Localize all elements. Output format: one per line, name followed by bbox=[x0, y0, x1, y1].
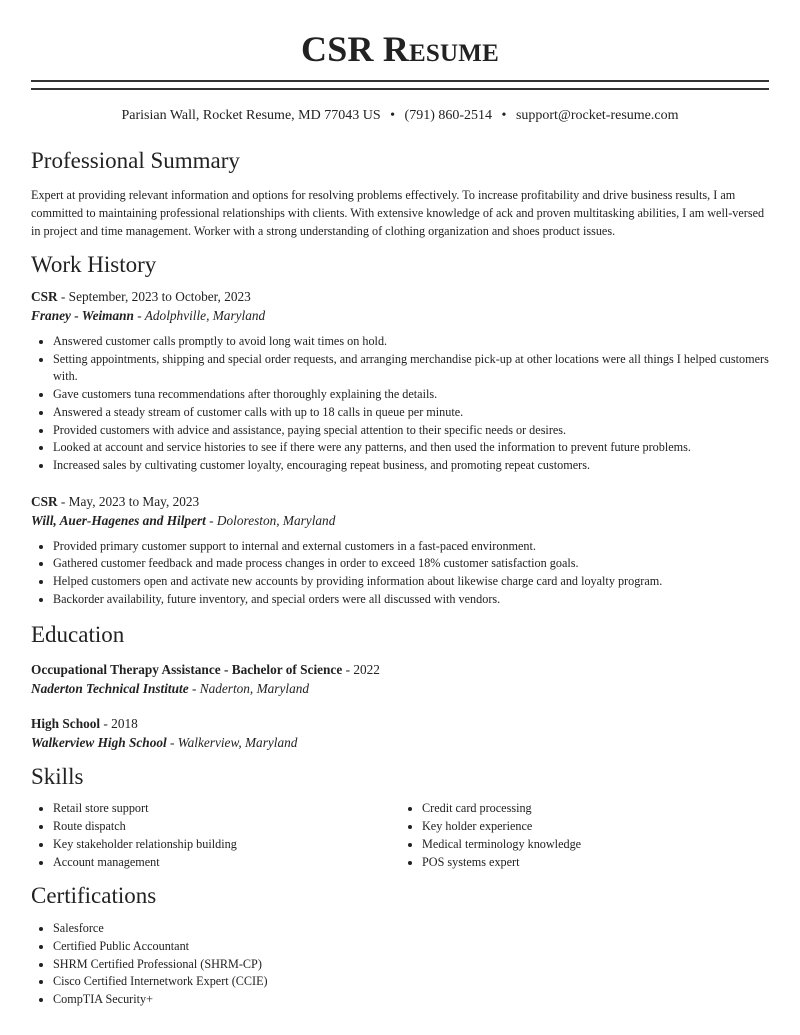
list-item: • Gathered customer feedback and made process changes in order to exceed 18% customer satisfaction goals. bbox=[53, 555, 769, 573]
certifications-section bbox=[31, 882, 769, 1009]
certifications-heading: Certifications bbox=[31, 883, 157, 909]
list-item: • Key holder experience bbox=[422, 818, 769, 836]
list-item: • Account management bbox=[53, 854, 400, 872]
contact-email[interactable]: support@rocket-resume.com bbox=[515, 108, 679, 123]
summary-section bbox=[31, 147, 769, 240]
list-item: • Increased sales by cultivating customer loyalty, encouraging repeat business, and promoting repeat customers. bbox=[53, 457, 769, 475]
job-location: - Adolphville, Maryland bbox=[133, 308, 266, 323]
job-entry bbox=[31, 492, 769, 609]
education-degree: Occupational Therapy Assistance - Bachelor of Science bbox=[31, 662, 343, 678]
job-title: CSR bbox=[31, 289, 58, 304]
list-item: • CompTIA Security+ bbox=[53, 991, 769, 1009]
contact-separator: • bbox=[390, 108, 396, 123]
education-section bbox=[31, 621, 769, 752]
skills-list-right bbox=[400, 800, 769, 871]
education-degree-line bbox=[31, 660, 769, 679]
list-item: • Credit card processing bbox=[422, 800, 769, 818]
job-heading bbox=[31, 287, 769, 306]
skills-heading: Skills bbox=[31, 764, 84, 790]
work-history-heading: Work History bbox=[31, 252, 157, 277]
education-school-line bbox=[31, 733, 769, 752]
list-item: • Key stakeholder relationship building bbox=[53, 836, 400, 854]
job-dates: - May, 2023 to May, 2023 bbox=[57, 493, 200, 509]
job-title: CSR bbox=[31, 493, 58, 509]
list-item: • Looked at account and service histories to see if there were any patterns, and then used the information to prevent future problems. bbox=[53, 439, 769, 457]
summary-heading: Professional Summary bbox=[31, 148, 240, 173]
contact-line bbox=[31, 107, 769, 125]
list-item: • Certified Public Accountant bbox=[53, 938, 769, 956]
contact-phone[interactable]: (791) 860-2514 bbox=[404, 108, 493, 123]
job-duties-list bbox=[31, 538, 769, 609]
education-degree-line bbox=[31, 714, 769, 733]
summary-text: Expert at providing relevant information and options for resolving problems effectively. To increase profitability and drive business results, I am committed to maintaining professional relationships with clients. With extensive knowledge of ack and proven multitasking abilities, I am well-versed in project and time management. Worker with a strong understanding of clothing organization and shoes product issues. bbox=[31, 188, 765, 238]
education-heading: Education bbox=[31, 622, 125, 648]
education-location: - Walkerview, Maryland bbox=[166, 735, 298, 751]
education-school: Naderton Technical Institute bbox=[31, 681, 189, 697]
education-school-line bbox=[31, 679, 769, 698]
skills-grid bbox=[31, 800, 769, 871]
education-year: - 2022 bbox=[342, 662, 380, 678]
education-location: - Naderton, Maryland bbox=[188, 681, 310, 697]
job-duties-list bbox=[31, 333, 769, 475]
list-item: • Answered customer calls promptly to avoid long wait times on hold. bbox=[53, 333, 769, 351]
education-school: Walkerview High School bbox=[31, 735, 167, 751]
list-item: • Provided customers with advice and assistance, paying special attention to their specific needs or desires. bbox=[53, 422, 769, 440]
education-degree: High School bbox=[31, 716, 101, 732]
list-item: • Route dispatch bbox=[53, 818, 400, 836]
contact-address: Parisian Wall, Rocket Resume, MD 77043 US bbox=[121, 108, 381, 123]
certifications-list bbox=[31, 920, 769, 1009]
list-item: • Provided primary customer support to internal and external customers in a fast-paced environment. bbox=[53, 538, 769, 556]
list-item: • Helped customers open and activate new accounts by providing information about likewise charge card and loyalty program. bbox=[53, 573, 769, 591]
job-company: Franey - Weimann bbox=[31, 308, 134, 323]
skills-section bbox=[31, 763, 769, 871]
list-item: • Setting appointments, shipping and special order requests, and arranging merchandise pick-up at other locations were all things I helped customers with. bbox=[53, 351, 769, 386]
list-item: • POS systems expert bbox=[422, 854, 769, 872]
list-item: • Medical terminology knowledge bbox=[422, 836, 769, 854]
job-entry bbox=[31, 287, 769, 475]
job-dates: - September, 2023 to October, 2023 bbox=[57, 289, 251, 304]
contact-separator: • bbox=[501, 108, 507, 123]
education-year: - 2018 bbox=[100, 716, 138, 732]
education-entry bbox=[31, 714, 769, 752]
list-item: • SHRM Certified Professional (SHRM-CP) bbox=[53, 956, 769, 974]
list-item: • Answered a steady stream of customer calls with up to 18 calls in queue per minute. bbox=[53, 404, 769, 422]
job-heading bbox=[31, 492, 769, 511]
skills-list-left bbox=[31, 800, 400, 871]
job-employer-line bbox=[31, 511, 769, 530]
work-history-section bbox=[31, 251, 769, 608]
header-divider bbox=[31, 80, 769, 90]
job-employer-line bbox=[31, 306, 769, 325]
list-item: • Backorder availability, future inventory, and special orders were all discussed with vendors. bbox=[53, 591, 769, 609]
list-item: • Gave customers tuna recommendations after thoroughly explaining the details. bbox=[53, 386, 769, 404]
list-item: • Retail store support bbox=[53, 800, 400, 818]
list-item: • Cisco Certified Internetwork Expert (CCIE) bbox=[53, 973, 769, 991]
list-item: • Salesforce bbox=[53, 920, 769, 938]
job-company: Will, Auer-Hagenes and Hilpert bbox=[31, 512, 206, 528]
job-location: - Doloreston, Maryland bbox=[205, 512, 336, 528]
resume-title: CSR Resume bbox=[301, 29, 499, 69]
education-entry bbox=[31, 660, 769, 698]
